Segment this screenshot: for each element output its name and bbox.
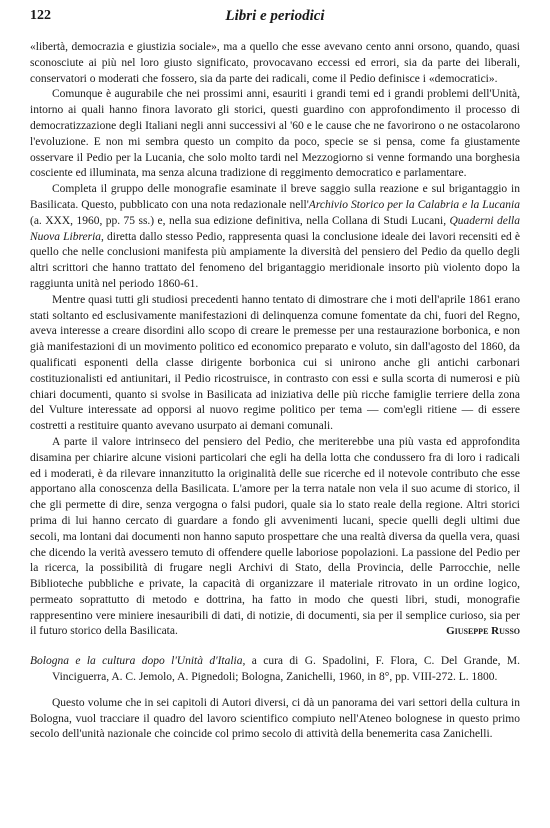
series-title: Quaderni della Nuova Libreria bbox=[30, 214, 520, 243]
paragraph: Comunque è augurabile che nei prossimi anni, esauriti i grandi temi ed i grandi problemi dell'Unità, intorno ai quali hanno finora lavorato gli storici, questi guardino con approfondimento il processo di democratizzazione degli Italiani negli anni successivi al '60 e le cause che ne favorirono o ne ostacolarono l'evoluzione. E non mi sembra questo un compito da poco, specie se si pensa, come fa giustamente osservare il Pedio per la Lucania, che solo molto tardi nel Mezzogiorno si venne formando una borghesia cosciente ed illuminata, ma senza alcuna tradizione di reggimento democratico e parlamentare. bbox=[30, 88, 520, 180]
text-span: Completa il gruppo delle monografie esaminate il breve saggio sulla reazione e sul brigantaggio in Basilicata. Questo, pubblicato con una nota redazionale nell' bbox=[30, 183, 520, 211]
citation-details: a cura di G. Spadolini, F. Flora, C. Del Grande, M. Vinciguerra, A. C. Jemolo, A. Pignedoli; Bologna, Zanichelli, 1960, in 8°, pp. VIII-272. L. 1800. bbox=[52, 655, 520, 684]
running-title: Libri e periodici bbox=[225, 8, 325, 24]
paragraph: A parte il valore intrinseco del pensiero del Pedio, che meriterebbe una più vasta ed approfondita disamina per chiarire alcune visioni particolari che egli ha della lotta che condussero fra di loro i radicali ed i moderati, è da rilevare innanzitutto la originalità delle sue ricerche ed il notevole contributo che esse apportano alla conoscenza della Basilicata. L'amore per la terra natale non vela il suo acume di storico, il che gli permette di dire, senza vergogna o falsi pudori, quale sia lo stato reale della regione. Altri storici prima di lui hanno cercato di guardare a fondo gli avvenimenti lucani, specie quelli degli ultimi due secoli, ma lontani dai documenti non hanno saputo prospettare che una realtà diversa da quella vera, quasi che dicendo la verità avessero temuto di offendere quelle laboriose popolazioni. La passione del Pedio per la ricerca, la possibilità di frugare negli Archivi di Stato, della Provincia, delle Parrocchie, nelle Biblioteche pubbliche e private, la capacità di organizzare il materiale ritrovato in un ordine logico, permeato soprattutto di metodo e dottrina, ha fatto in modo che questi libri, studi, monografie rappresentino vere miniere inesauribili di dati, di notizie, di documenti, sia per il semplice curioso, sia per il futuro storico della Basilicata. bbox=[30, 435, 520, 638]
article-body bbox=[30, 40, 520, 743]
text-span: (a. XXX, 1960, pp. 75 ss.) e, nella sua edizione definitiva, nella Collana di Studi Lucani, bbox=[30, 214, 450, 227]
paragraph: «libertà, democrazia e giustizia sociale», ma a quello che esse avevano cento anni orsono, quando, quasi sconosciute ai più nel loro giusto significato, provocavano eccessi ed errori, sia da parte dei liberali, conservatori o moderati che fossero, sia da parte dei radicali, come il Pedio definisce i «democratici». bbox=[30, 41, 520, 85]
paragraph bbox=[30, 182, 520, 293]
paragraph: Questo volume che in sei capitoli di Autori diversi, ci dà un panorama dei vari settori della cultura in Bologna, vuol tracciare il quadro del lavoro scientifico compiuto nell'Ateneo bolognese in questo primo secolo dell'unità nazionale che coincide col primo secolo di attività della benemerita casa Zanichelli. bbox=[30, 696, 520, 741]
review-section bbox=[30, 654, 520, 743]
author-signature: Giuseppe Russo bbox=[446, 625, 520, 638]
text-span: , diretta dallo stesso Pedio, rappresenta quasi la conclusione ideale dei lavori recensiti ed è quello che nelle conclusioni manifesta più ampiamente la diversità del pensiero del Pedio da quello degli altri scrittori che hanno trattato del fenomeno del brigantaggio meridionale insorto più violento dopo la raggiunta unità nel periodo 1860-61. bbox=[30, 230, 520, 290]
page-header bbox=[30, 8, 520, 28]
journal-title: Archivio Storico per la Calabria e la Lucania bbox=[308, 198, 520, 211]
book-title: Bologna e la cultura dopo l'Unità d'Italia, bbox=[30, 655, 246, 668]
paragraph: Mentre quasi tutti gli studiosi precedenti hanno tentato di dimostrare che i moti dell'aprile 1861 erano stati soltanto ed esclusivamente manifestazioni di delinquenza comune fomentate da chi, fuori del Regno, aveva interesse a creare disordini allo scopo di creare le premesse per una restaurazione borbonica, e non già manifestazioni di un movimento politico ed economico preparato e voluto, sin dall'agosto del 1860, da qualificati esponenti della classe dirigente borbonica cui si unirono anche gli antichi carbonari costituzionalisti ed antiunitari, il Pedio ricostruisce, in contrasto con essi e sulla scorta di numerosi e più chiari documenti, quanto si svolse in Basilicata ad iniziativa delle più ricche famiglie terriere della zona del Vulture interessate ad opporsi al nuovo regime politico per tema — com'egli ritiene — di essere costretti a restituire quanto avevano usurpato ai demani comunali. bbox=[30, 293, 520, 433]
page-number: 122 bbox=[30, 8, 51, 23]
review-citation bbox=[30, 654, 520, 686]
